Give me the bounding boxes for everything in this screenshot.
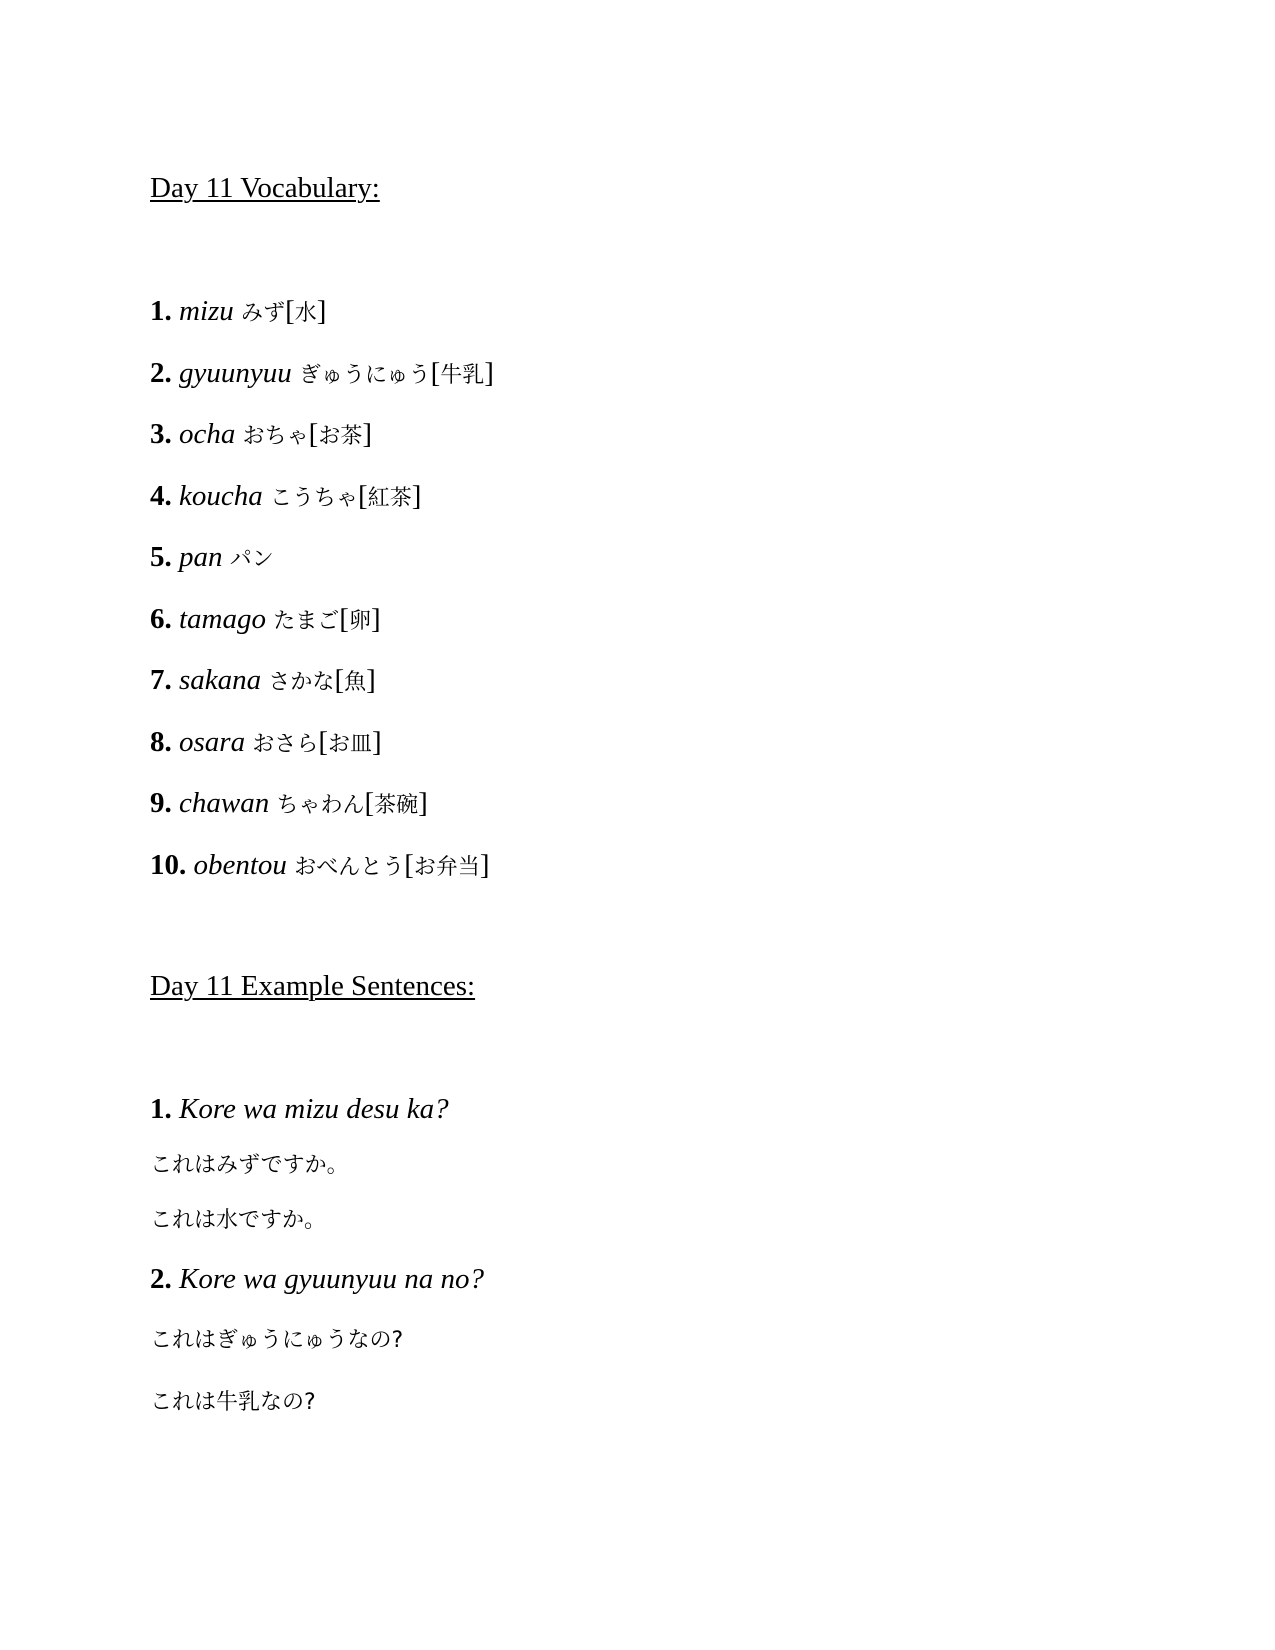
vocab-romaji: osara: [179, 726, 246, 758]
vocab-kanji: 牛乳: [440, 363, 485, 388]
example-romaji: Kore wa gyuunyuu na no?: [179, 1263, 485, 1295]
examples-heading: Day 11 Example Sentences:: [150, 970, 476, 1002]
vocab-romaji: chawan: [179, 787, 270, 819]
vocab-romaji: sakana: [179, 664, 262, 696]
example-sentence: [150, 1265, 484, 1294]
vocab-number: 6.: [150, 603, 172, 635]
vocab-kana: ちゃわん: [276, 793, 365, 818]
vocab-kanji: 紅茶: [367, 486, 412, 511]
vocab-number: 9.: [150, 787, 172, 819]
vocab-kanji: 魚: [344, 670, 367, 695]
vocabulary-heading: Day 11 Vocabulary:: [150, 172, 380, 204]
example-kanji: これは水ですか。: [150, 1208, 327, 1233]
vocab-item: 4. koucha こうちゃ[紅茶]: [150, 480, 422, 512]
vocab-kanji: お茶: [318, 424, 363, 449]
vocab-romaji: tamago: [179, 603, 266, 635]
vocab-kanji: お弁当: [413, 855, 480, 880]
vocab-number: 7.: [150, 664, 172, 696]
example-sentence: [150, 1095, 449, 1124]
vocab-item: 6. tamago たまご[卵]: [150, 603, 381, 635]
vocab-item: 10. obentou おべんとう[お弁当]: [150, 849, 490, 881]
vocab-kana: たまご: [273, 609, 340, 634]
vocab-item: 2. gyuunyuu ぎゅうにゅう[牛乳]: [150, 357, 494, 389]
vocab-romaji: gyuunyuu: [179, 357, 292, 389]
example-romaji: Kore wa mizu desu ka?: [179, 1093, 449, 1125]
vocab-romaji: koucha: [179, 480, 263, 512]
vocab-kana: パン: [229, 547, 274, 572]
vocab-item: 9. chawan ちゃわん[茶碗]: [150, 787, 428, 819]
vocab-romaji: ocha: [179, 418, 236, 450]
vocab-item: 1. mizu みず[水]: [150, 295, 327, 327]
example-kanji: これは牛乳なの?: [150, 1390, 316, 1415]
vocab-kanji: お皿: [328, 732, 373, 757]
vocab-romaji: mizu: [179, 295, 234, 327]
vocab-number: 3.: [150, 418, 172, 450]
vocab-kana: おさら: [252, 732, 319, 757]
vocab-kana: さかな: [268, 670, 335, 695]
vocab-kanji: 茶碗: [374, 793, 419, 818]
example-kana: これはみずですか。: [150, 1153, 349, 1178]
vocab-item: 3. ocha おちゃ[お茶]: [150, 418, 372, 450]
vocab-kanji: 卵: [348, 609, 371, 634]
vocab-number: 1.: [150, 295, 172, 327]
vocab-item: 7. sakana さかな[魚]: [150, 664, 376, 696]
vocab-number: 4.: [150, 480, 172, 512]
vocab-number: 2.: [150, 357, 172, 389]
vocab-item: 8. osara おさら[お皿]: [150, 726, 382, 758]
example-number: 2.: [150, 1263, 172, 1295]
vocab-number: 5.: [150, 541, 172, 573]
vocab-kanji: 水: [294, 301, 317, 326]
vocab-kana: ぎゅうにゅう: [299, 363, 431, 388]
example-number: 1.: [150, 1093, 172, 1125]
vocab-romaji: pan: [179, 541, 223, 573]
vocab-romaji: obentou: [193, 849, 287, 881]
vocab-number: 10.: [150, 849, 187, 881]
vocab-kana: おべんとう: [294, 855, 405, 880]
vocab-number: 8.: [150, 726, 172, 758]
vocab-kana: こうちゃ: [270, 486, 359, 511]
vocab-item: [150, 543, 274, 572]
example-kana: これはぎゅうにゅうなの?: [150, 1328, 404, 1353]
vocab-kana: みず: [241, 301, 286, 326]
vocab-kana: おちゃ: [242, 424, 309, 449]
